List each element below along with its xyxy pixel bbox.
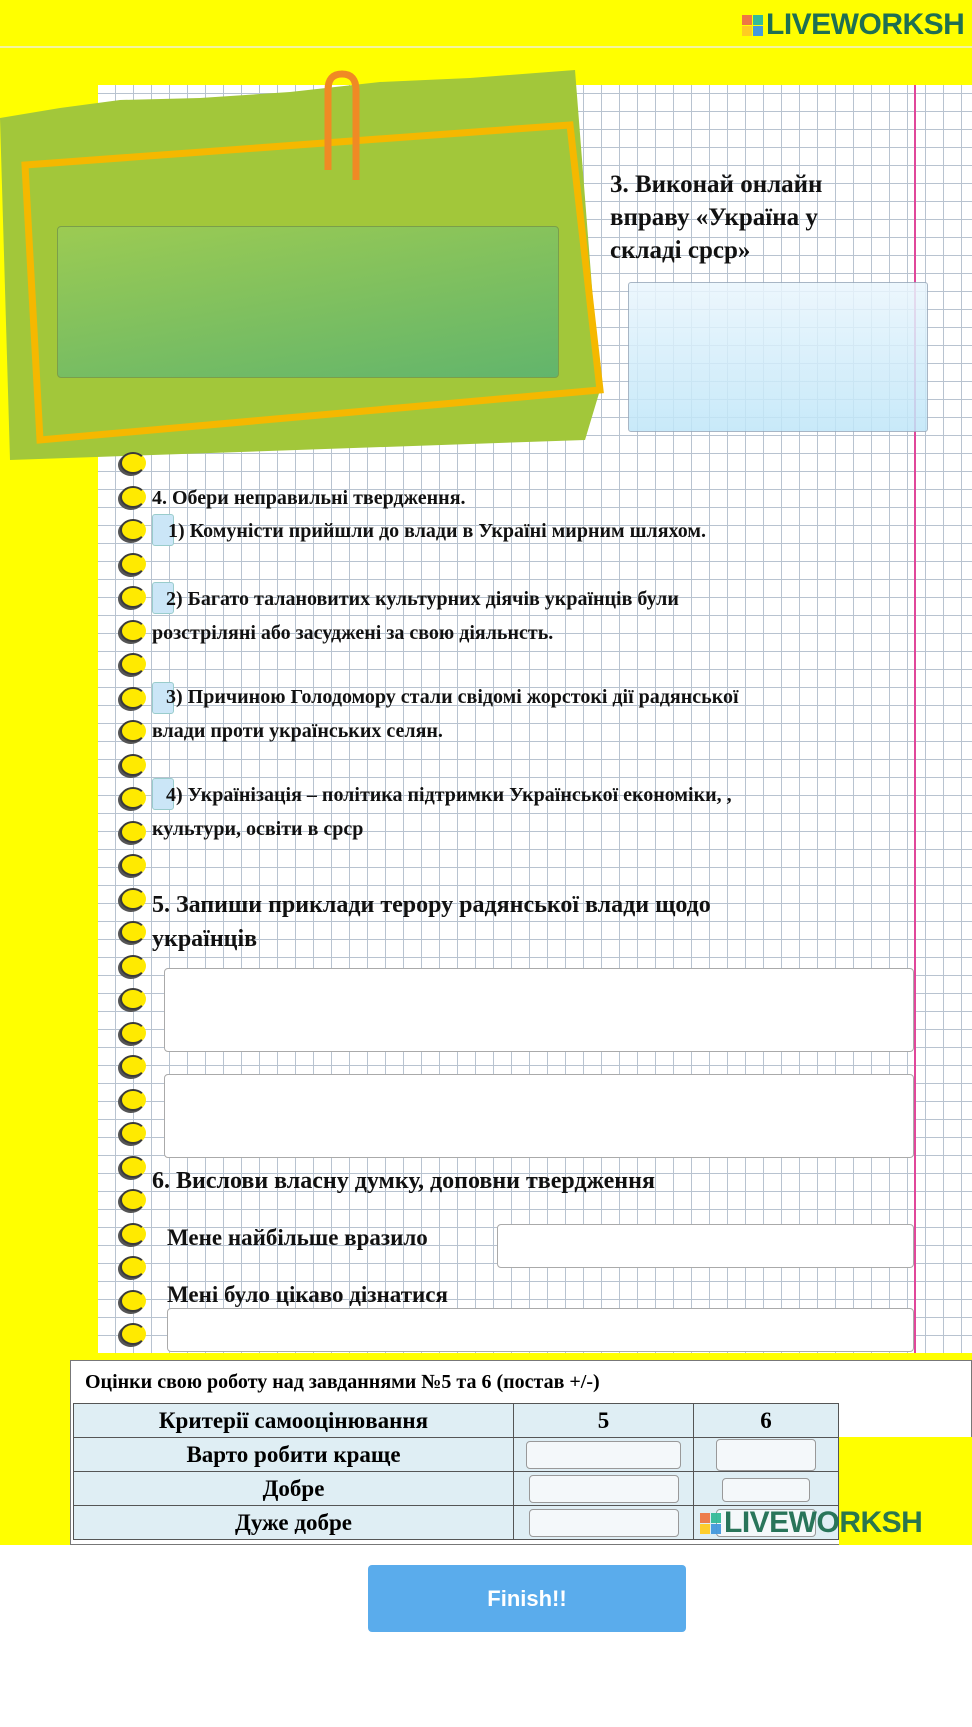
notebook-ring-icon xyxy=(120,921,146,943)
rating-input[interactable] xyxy=(722,1478,810,1502)
notebook-ring-icon xyxy=(120,1022,146,1044)
notebook-ring-icon xyxy=(120,1256,146,1278)
notebook-ring-icon xyxy=(120,1323,146,1345)
rating-input[interactable] xyxy=(526,1441,681,1469)
self-assessment-title: Оцінки свою роботу над завданнями №5 та 6 (постав +/-) xyxy=(85,1371,600,1393)
notebook-ring-icon xyxy=(120,586,146,608)
task5-line: українців xyxy=(152,926,258,952)
header-divider xyxy=(0,46,972,48)
table-header-row xyxy=(74,1404,839,1438)
task6-answer-2[interactable] xyxy=(167,1308,914,1352)
statement-3 xyxy=(152,680,739,748)
notebook-ring-icon xyxy=(120,720,146,742)
embedded-exercise-frame[interactable] xyxy=(57,226,559,378)
notebook-ring-icon xyxy=(120,854,146,876)
task6-title: 6. Вислови власну думку, доповни твердження xyxy=(152,1168,655,1194)
liveworksheets-watermark xyxy=(700,1506,922,1540)
notebook-ring-icon xyxy=(120,519,146,541)
notebook-ring-icon xyxy=(120,687,146,709)
notebook-ring-icon xyxy=(120,486,146,508)
margin-line xyxy=(914,85,916,1353)
task3-link-box[interactable] xyxy=(628,282,928,432)
notebook-ring-icon xyxy=(120,620,146,642)
task5-answer-1[interactable] xyxy=(164,968,914,1052)
statement-line: 1) Комуністи прийшли до влади в Україні мирним шляхом. xyxy=(168,520,707,542)
logo-icon xyxy=(700,1513,721,1534)
statement-line: розстріляні або засуджені за свою діяльнсть. xyxy=(152,622,554,644)
task5-line: 5. Запиши приклади терору радянської влади щодо xyxy=(152,892,711,918)
criteria-label: Добре xyxy=(74,1472,514,1506)
criteria-label: Дуже добре xyxy=(74,1506,514,1540)
statement-line: 4) Українізація – політика підтримки Української економіки, , xyxy=(166,784,732,806)
cell-task5 xyxy=(514,1506,694,1540)
header-task6: 6 xyxy=(694,1404,839,1438)
notebook-ring-icon xyxy=(120,1156,146,1178)
rating-input[interactable] xyxy=(716,1439,816,1471)
notebook-ring-icon xyxy=(120,1055,146,1077)
rating-input[interactable] xyxy=(529,1475,679,1503)
statement-4 xyxy=(152,778,732,846)
cell-task6 xyxy=(694,1472,839,1506)
task6-prompt-2: Мені було цікаво дізнатися xyxy=(167,1282,448,1307)
notebook-ring-icon xyxy=(120,787,146,809)
notebook-ring-icon xyxy=(120,1189,146,1211)
cell-task5 xyxy=(514,1438,694,1472)
statement-2 xyxy=(152,582,679,650)
task3-line: 3. Виконай онлайн xyxy=(610,171,823,198)
statement-line: 3) Причиною Голодомору стали свідомі жорстокі дії радянської xyxy=(166,686,739,708)
notebook-ring-icon xyxy=(120,888,146,910)
notebook-ring-icon xyxy=(120,553,146,575)
logo-text: LIVEWORKSH xyxy=(766,8,965,41)
header-task5: 5 xyxy=(514,1404,694,1438)
task6-answer-1[interactable] xyxy=(497,1224,914,1268)
header-criteria: Критерії самооцінювання xyxy=(74,1404,514,1438)
table-row xyxy=(74,1438,839,1472)
statement-line: культури, освіти в срср xyxy=(152,818,364,840)
task4-title: 4. Обери неправильні твердження. xyxy=(152,487,466,509)
criteria-label: Варто робити краще xyxy=(74,1438,514,1472)
task6-prompt-1: Мене найбільше вразило xyxy=(167,1225,428,1250)
task5-answer-2[interactable] xyxy=(164,1074,914,1158)
notebook-ring-icon xyxy=(120,1223,146,1245)
notebook-ring-icon xyxy=(120,653,146,675)
notebook-ring-icon xyxy=(120,1290,146,1312)
finish-button[interactable]: Finish!! xyxy=(368,1565,686,1632)
task5-title xyxy=(152,888,711,956)
notebook-ring-icon xyxy=(120,754,146,776)
logo-icon xyxy=(742,15,763,36)
task3-title xyxy=(610,168,822,267)
notebook-ring-icon xyxy=(120,1089,146,1111)
task3-line: вправу «Україна у xyxy=(610,204,818,231)
notebook-ring-icon xyxy=(120,988,146,1010)
statement-line: влади проти українських селян. xyxy=(152,720,443,742)
cell-task6 xyxy=(694,1438,839,1472)
statement-1 xyxy=(168,518,706,544)
statement-line: 2) Багато талановитих культурних діячів українців були xyxy=(166,588,679,610)
notebook-ring-icon xyxy=(120,821,146,843)
table-row xyxy=(74,1472,839,1506)
rating-input[interactable] xyxy=(529,1509,679,1537)
notebook-ring-icon xyxy=(120,452,146,474)
task3-line: складі срср» xyxy=(610,237,751,264)
liveworksheets-logo xyxy=(742,8,964,42)
notebook-ring-icon xyxy=(120,1122,146,1144)
logo-text: LIVEWORKSH xyxy=(724,1506,923,1539)
notebook-ring-icon xyxy=(120,955,146,977)
cell-task5 xyxy=(514,1472,694,1506)
